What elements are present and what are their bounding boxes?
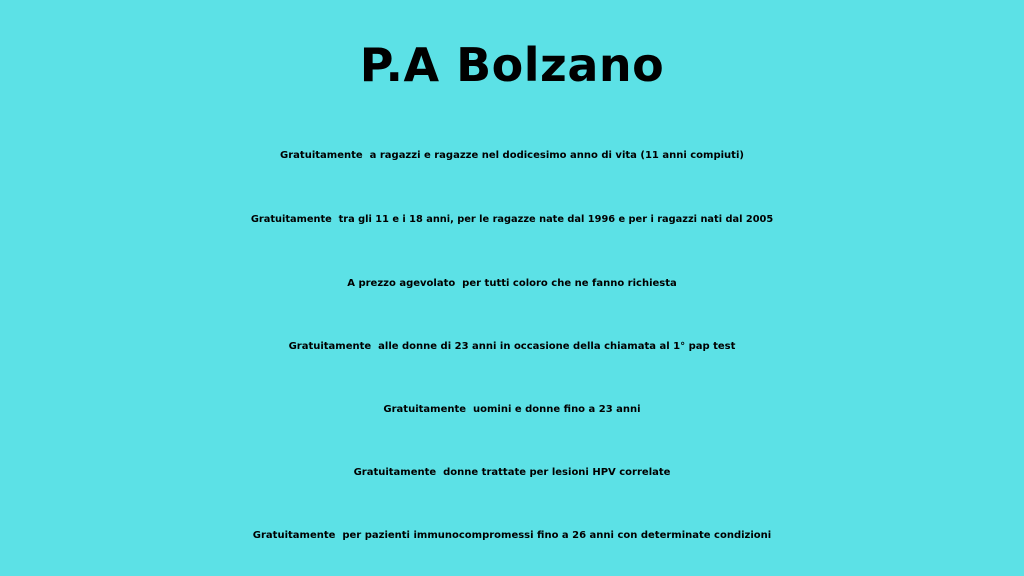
- list-item: Gratuitamente a ragazzi e ragazze nel dodicesimo anno di vita (11 anni compiuti): [280, 150, 744, 161]
- list-item: A prezzo agevolato per tutti coloro che ne fanno richiesta: [347, 278, 677, 289]
- list-item: Gratuitamente alle donne di 23 anni in occasione della chiamata al 1° pap test: [288, 341, 736, 352]
- list-item: Gratuitamente per pazienti immunocompromessi fino a 26 anni con determinate condizioni: [252, 530, 772, 541]
- list-item: Gratuitamente tra gli 11 e i 18 anni, per le ragazze nate dal 1996 e per i ragazzi nati dal 2005: [250, 214, 774, 225]
- list-item: Gratuitamente donne trattate per lesioni HPV correlate: [353, 467, 671, 478]
- slide-title: P.A Bolzano: [359, 38, 665, 92]
- list-item: Gratuitamente uomini e donne fino a 23 anni: [383, 404, 641, 415]
